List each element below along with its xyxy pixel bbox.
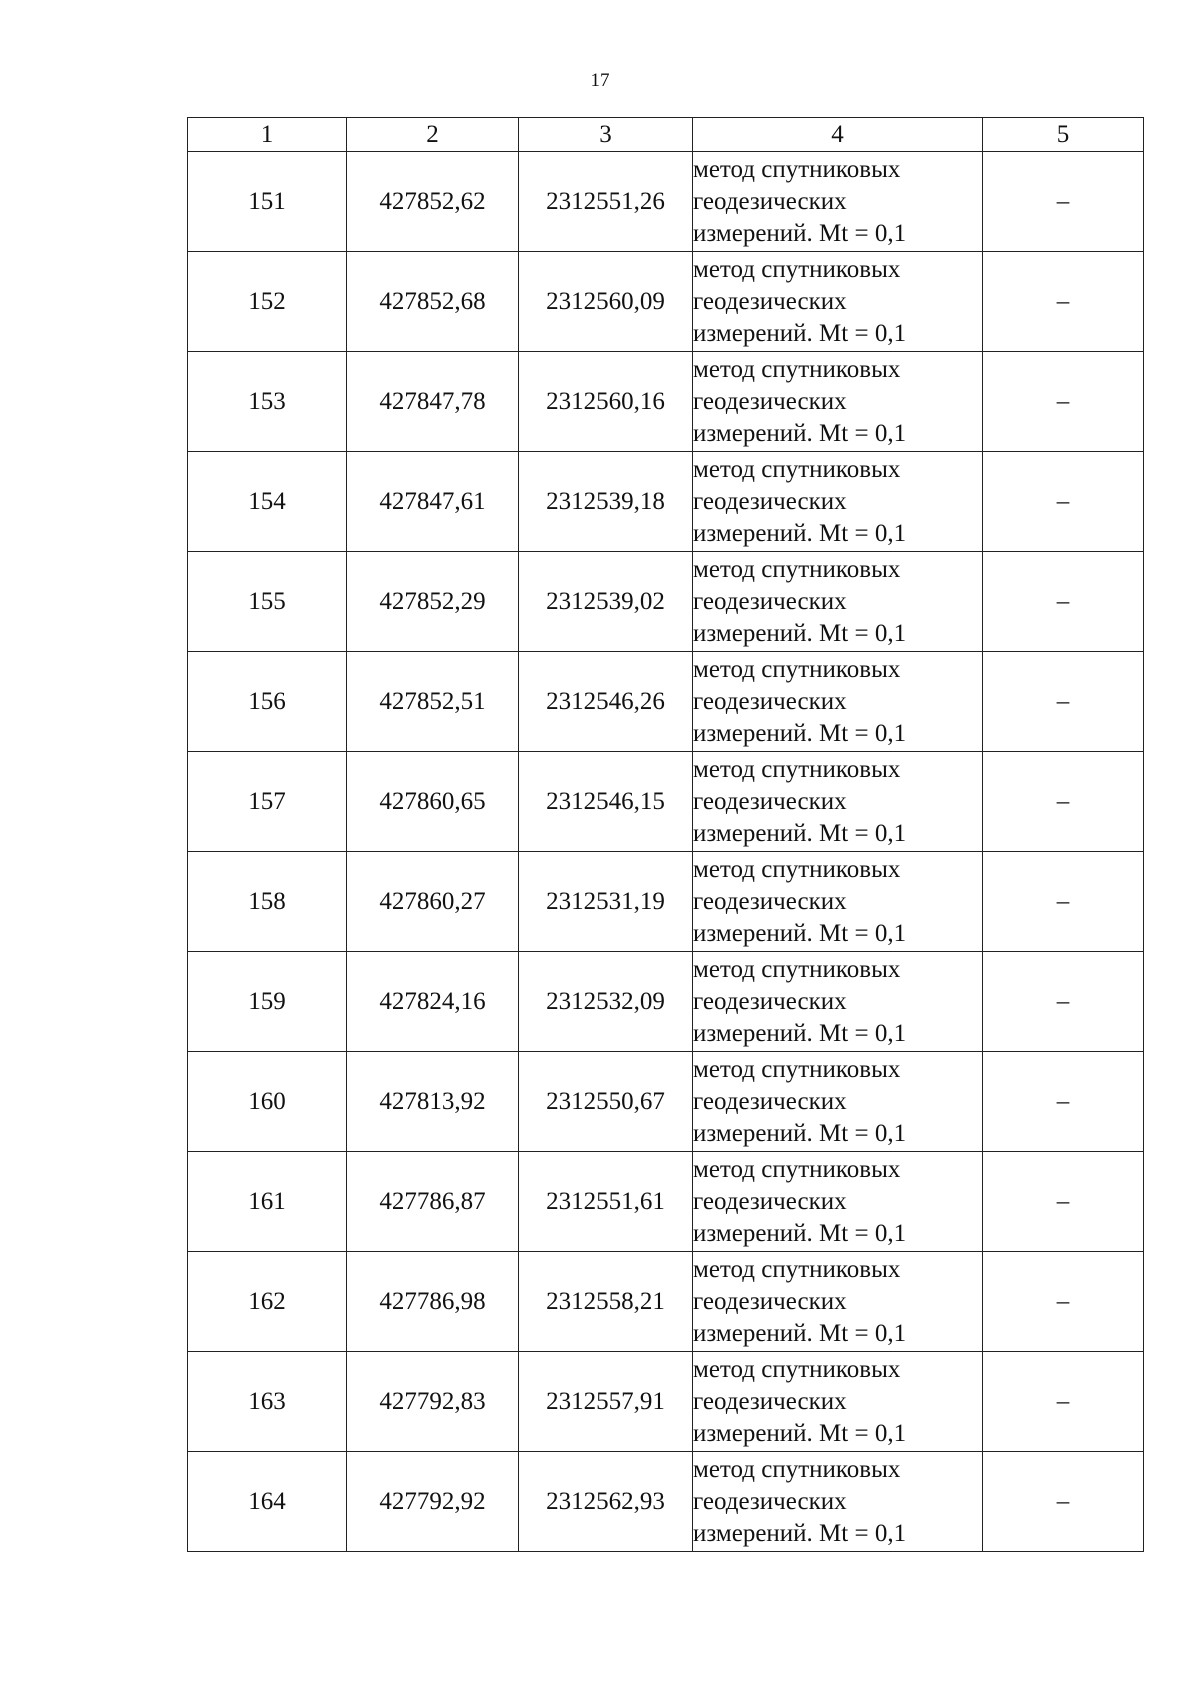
column-header-2: 2 bbox=[347, 118, 519, 152]
point-number-cell: 162 bbox=[188, 1252, 347, 1352]
table-body bbox=[188, 152, 1144, 1552]
point-number-cell: 154 bbox=[188, 452, 347, 552]
x-coordinate-cell: 427786,98 bbox=[347, 1252, 519, 1352]
y-coordinate-cell: 2312551,26 bbox=[519, 152, 693, 252]
method-cell bbox=[693, 1352, 983, 1452]
x-coordinate-cell: 427860,65 bbox=[347, 752, 519, 852]
method-line: геодезических bbox=[693, 787, 847, 815]
method-line: геодезических bbox=[693, 1487, 847, 1515]
column-header-4: 4 bbox=[693, 118, 983, 152]
method-line: геодезических bbox=[693, 287, 847, 315]
point-number-cell: 156 bbox=[188, 652, 347, 752]
x-coordinate-cell: 427860,27 bbox=[347, 852, 519, 952]
method-line: метод спутниковых bbox=[693, 1455, 901, 1483]
point-number-cell: 151 bbox=[188, 152, 347, 252]
page-number: 17 bbox=[590, 70, 610, 91]
note-cell: – bbox=[983, 552, 1144, 652]
method-line: метод спутниковых bbox=[693, 255, 901, 283]
table-row bbox=[188, 152, 1144, 252]
method-line: геодезических bbox=[693, 987, 847, 1015]
method-line: метод спутниковых bbox=[693, 755, 901, 783]
point-number-cell: 155 bbox=[188, 552, 347, 652]
method-line: метод спутниковых bbox=[693, 155, 901, 183]
note-cell: – bbox=[983, 952, 1144, 1052]
method-cell bbox=[693, 752, 983, 852]
note-cell: – bbox=[983, 1452, 1144, 1552]
method-cell bbox=[693, 1252, 983, 1352]
y-coordinate-cell: 2312539,02 bbox=[519, 552, 693, 652]
method-line: метод спутниковых bbox=[693, 1055, 901, 1083]
note-cell: – bbox=[983, 152, 1144, 252]
method-cell bbox=[693, 952, 983, 1052]
note-cell: – bbox=[983, 1052, 1144, 1152]
method-line: геодезических bbox=[693, 687, 847, 715]
y-coordinate-cell: 2312560,09 bbox=[519, 252, 693, 352]
x-coordinate-cell: 427824,16 bbox=[347, 952, 519, 1052]
y-coordinate-cell: 2312560,16 bbox=[519, 352, 693, 452]
method-cell bbox=[693, 852, 983, 952]
method-line: метод спутниковых bbox=[693, 355, 901, 383]
note-cell: – bbox=[983, 652, 1144, 752]
y-coordinate-cell: 2312558,21 bbox=[519, 1252, 693, 1352]
table-row bbox=[188, 1352, 1144, 1452]
table-row bbox=[188, 1152, 1144, 1252]
method-line: измерений. Mt = 0,1 bbox=[693, 1219, 907, 1247]
table-row bbox=[188, 552, 1144, 652]
point-number-cell: 161 bbox=[188, 1152, 347, 1252]
table-row bbox=[188, 1252, 1144, 1352]
y-coordinate-cell: 2312546,15 bbox=[519, 752, 693, 852]
method-cell bbox=[693, 252, 983, 352]
note-cell: – bbox=[983, 252, 1144, 352]
method-line: измерений. Mt = 0,1 bbox=[693, 419, 907, 447]
x-coordinate-cell: 427852,29 bbox=[347, 552, 519, 652]
y-coordinate-cell: 2312546,26 bbox=[519, 652, 693, 752]
method-line: геодезических bbox=[693, 187, 847, 215]
method-cell bbox=[693, 352, 983, 452]
y-coordinate-cell: 2312550,67 bbox=[519, 1052, 693, 1152]
method-line: измерений. Mt = 0,1 bbox=[693, 1319, 907, 1347]
note-cell: – bbox=[983, 852, 1144, 952]
table-row bbox=[188, 252, 1144, 352]
table-row bbox=[188, 1052, 1144, 1152]
method-line: метод спутниковых bbox=[693, 855, 901, 883]
note-cell: – bbox=[983, 1352, 1144, 1452]
y-coordinate-cell: 2312532,09 bbox=[519, 952, 693, 1052]
method-line: геодезических bbox=[693, 487, 847, 515]
method-line: измерений. Mt = 0,1 bbox=[693, 319, 907, 347]
point-number-cell: 152 bbox=[188, 252, 347, 352]
x-coordinate-cell: 427852,51 bbox=[347, 652, 519, 752]
method-cell bbox=[693, 1052, 983, 1152]
coordinates-table bbox=[187, 117, 1144, 1552]
method-line: измерений. Mt = 0,1 bbox=[693, 919, 907, 947]
method-line: метод спутниковых bbox=[693, 655, 901, 683]
x-coordinate-cell: 427847,78 bbox=[347, 352, 519, 452]
y-coordinate-cell: 2312539,18 bbox=[519, 452, 693, 552]
method-cell bbox=[693, 1152, 983, 1252]
table-row bbox=[188, 352, 1144, 452]
method-line: метод спутниковых bbox=[693, 955, 901, 983]
method-cell bbox=[693, 652, 983, 752]
y-coordinate-cell: 2312562,93 bbox=[519, 1452, 693, 1552]
x-coordinate-cell: 427792,92 bbox=[347, 1452, 519, 1552]
y-coordinate-cell: 2312551,61 bbox=[519, 1152, 693, 1252]
method-line: измерений. Mt = 0,1 bbox=[693, 719, 907, 747]
method-line: метод спутниковых bbox=[693, 1355, 901, 1383]
x-coordinate-cell: 427792,83 bbox=[347, 1352, 519, 1452]
column-header-3: 3 bbox=[519, 118, 693, 152]
point-number-cell: 157 bbox=[188, 752, 347, 852]
method-line: геодезических bbox=[693, 1287, 847, 1315]
method-line: метод спутниковых bbox=[693, 455, 901, 483]
table-row bbox=[188, 452, 1144, 552]
point-number-cell: 158 bbox=[188, 852, 347, 952]
point-number-cell: 164 bbox=[188, 1452, 347, 1552]
method-line: геодезических bbox=[693, 887, 847, 915]
method-line: измерений. Mt = 0,1 bbox=[693, 1519, 907, 1547]
method-cell bbox=[693, 452, 983, 552]
y-coordinate-cell: 2312531,19 bbox=[519, 852, 693, 952]
note-cell: – bbox=[983, 352, 1144, 452]
method-line: измерений. Mt = 0,1 bbox=[693, 819, 907, 847]
method-line: измерений. Mt = 0,1 bbox=[693, 219, 907, 247]
method-line: геодезических bbox=[693, 387, 847, 415]
method-line: геодезических bbox=[693, 1387, 847, 1415]
x-coordinate-cell: 427786,87 bbox=[347, 1152, 519, 1252]
x-coordinate-cell: 427852,62 bbox=[347, 152, 519, 252]
table-row bbox=[188, 1452, 1144, 1552]
method-line: геодезических bbox=[693, 1087, 847, 1115]
note-cell: – bbox=[983, 1252, 1144, 1352]
x-coordinate-cell: 427852,68 bbox=[347, 252, 519, 352]
table-header-row bbox=[188, 118, 1144, 152]
method-line: метод спутниковых bbox=[693, 555, 901, 583]
method-cell bbox=[693, 552, 983, 652]
method-line: геодезических bbox=[693, 587, 847, 615]
table-row bbox=[188, 852, 1144, 952]
method-cell bbox=[693, 1452, 983, 1552]
table-row bbox=[188, 752, 1144, 852]
method-line: измерений. Mt = 0,1 bbox=[693, 519, 907, 547]
column-header-1: 1 bbox=[188, 118, 347, 152]
note-cell: – bbox=[983, 752, 1144, 852]
point-number-cell: 153 bbox=[188, 352, 347, 452]
y-coordinate-cell: 2312557,91 bbox=[519, 1352, 693, 1452]
x-coordinate-cell: 427847,61 bbox=[347, 452, 519, 552]
method-cell bbox=[693, 152, 983, 252]
note-cell: – bbox=[983, 452, 1144, 552]
method-line: измерений. Mt = 0,1 bbox=[693, 619, 907, 647]
method-line: метод спутниковых bbox=[693, 1255, 901, 1283]
method-line: геодезических bbox=[693, 1187, 847, 1215]
table-row bbox=[188, 952, 1144, 1052]
x-coordinate-cell: 427813,92 bbox=[347, 1052, 519, 1152]
point-number-cell: 159 bbox=[188, 952, 347, 1052]
table-row bbox=[188, 652, 1144, 752]
note-cell: – bbox=[983, 1152, 1144, 1252]
method-line: измерений. Mt = 0,1 bbox=[693, 1419, 907, 1447]
method-line: метод спутниковых bbox=[693, 1155, 901, 1183]
method-line: измерений. Mt = 0,1 bbox=[693, 1019, 907, 1047]
point-number-cell: 163 bbox=[188, 1352, 347, 1452]
method-line: измерений. Mt = 0,1 bbox=[693, 1119, 907, 1147]
column-header-5: 5 bbox=[983, 118, 1144, 152]
point-number-cell: 160 bbox=[188, 1052, 347, 1152]
